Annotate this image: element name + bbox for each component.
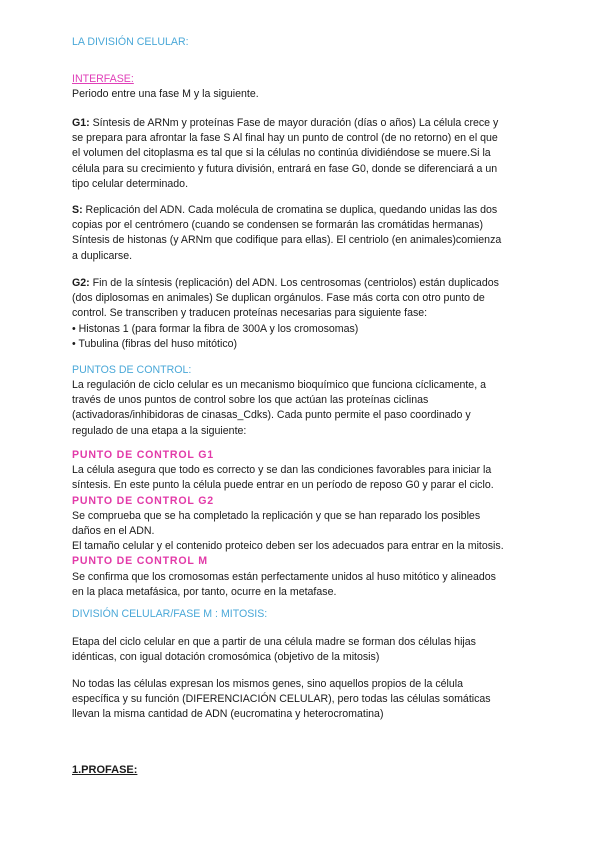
puntos-line: (activadoras/inhibidoras de cinasas_Cdks). Cada punto permite el paso coordinado y bbox=[72, 409, 471, 422]
punto-g2-line: Se comprueba que se ha completado la replicación y que se han reparado los posibles bbox=[72, 509, 481, 522]
puntos-paragraph bbox=[72, 378, 532, 439]
mitosis-line: idénticas, con igual dotación cromosómica (objetivo de la mitosis) bbox=[72, 651, 380, 664]
punto-g1-heading: PUNTO DE CONTROL G1 bbox=[72, 449, 214, 461]
mitosis-line: No todas las células expresan los mismos genes, sino aquellos propios de la célula bbox=[72, 678, 464, 690]
g2-label: G2: bbox=[72, 277, 90, 289]
punto-g2-line: daños en el ADN. bbox=[72, 525, 155, 538]
punto-g1-line: síntesis. En este punto la célula puede entrar en un período de reposo G0 y parar el ciclo. bbox=[72, 479, 494, 492]
s-line: copias por el centrómero (cuando se condensen se formarán las cromátidas hermanas) bbox=[72, 219, 484, 232]
mitosis-line: llevan la misma cantidad de ADN (eucromatina y heterocromatina) bbox=[72, 708, 384, 721]
g2-bullet: • Tubulina (fibras del huso mitótico) bbox=[72, 337, 238, 350]
g1-line: se prepara para afrontar la fase S Al final hay un punto de control (de no retorno) en el que bbox=[72, 132, 498, 145]
g1-label: G1: bbox=[72, 117, 90, 129]
mitosis-heading: DIVISIÓN CELULAR/FASE M : MITOSIS: bbox=[72, 608, 268, 620]
g2-line: control. Se transcriben y traducen proteínas necesarias para siguiente fase: bbox=[72, 307, 428, 320]
s-line: Replicación del ADN. Cada molécula de cromatina se duplica, quedando unidas las dos bbox=[82, 204, 498, 216]
punto-m-line: Se confirma que los cromosomas están perfectamente unidos al huso mitótico y alineados bbox=[72, 570, 496, 583]
profase-heading: 1.PROFASE: bbox=[72, 764, 138, 776]
puntos-line: través de unos puntos de control sobre los que actúan las proteínas ciclinas bbox=[72, 394, 429, 407]
g1-line: célula para su crecimiento y futura división, entrará en fase G0, donde se diferenciará a un bbox=[72, 162, 498, 175]
mitosis-line: específica y su función (DIFERENCIACIÓN CELULAR), pero todas las células somáticas bbox=[72, 693, 491, 706]
punto-g1-section bbox=[72, 448, 532, 600]
s-line: a duplicarse. bbox=[72, 249, 133, 262]
g2-line: (dos diplosomas en animales) Se duplican orgánulos. Fase más corta con otro punto de bbox=[72, 292, 485, 305]
interfase-heading: INTERFASE: bbox=[72, 73, 134, 85]
document-title: LA DIVISIÓN CELULAR: bbox=[72, 36, 189, 48]
punto-m-heading: PUNTO DE CONTROL M bbox=[72, 555, 208, 568]
mitosis-paragraph-2 bbox=[72, 677, 532, 723]
g1-paragraph bbox=[72, 116, 532, 192]
puntos-line: regulado de una etapa a la siguiente: bbox=[72, 424, 247, 437]
puntos-heading: PUNTOS DE CONTROL: bbox=[72, 364, 192, 376]
s-line: Síntesis de histonas (y ARNm que codifique para ellas). El centriolo (en animales)comienza bbox=[72, 234, 502, 247]
punto-g1-line: La célula asegura que todo es correcto y se dan las condiciones favorables para iniciar la bbox=[72, 464, 492, 477]
g1-line: tipo celular determinado. bbox=[72, 177, 189, 190]
g1-line: el volumen del citoplasma es tal que si la células no continúa dividiéndose se muere.Si la bbox=[72, 147, 491, 160]
g2-line: Fin de la síntesis (replicación) del ADN. Los centrosomas (centriolos) están duplicados bbox=[89, 277, 499, 289]
mitosis-line: Etapa del ciclo celular en que a partir de una célula madre se forman dos células hijas bbox=[72, 636, 476, 648]
g1-line: Síntesis de ARNm y proteínas Fase de mayor duración (días o años) La célula crece y bbox=[89, 117, 499, 129]
punto-g2-line: El tamaño celular y el contenido proteico deben ser los adecuados para entrar en la mitosis. bbox=[72, 540, 504, 553]
puntos-line: La regulación de ciclo celular es un mecanismo bioquímico que funciona cíclicamente, a bbox=[72, 379, 486, 391]
punto-g2-heading: PUNTO DE CONTROL G2 bbox=[72, 494, 214, 507]
interfase-intro: Periodo entre una fase M y la siguiente. bbox=[72, 88, 259, 100]
g2-bullet: • Histonas 1 (para formar la fibra de 300A y los cromosomas) bbox=[72, 322, 359, 335]
g2-paragraph bbox=[72, 276, 532, 352]
s-label: S: bbox=[72, 204, 83, 216]
punto-m-line: en la placa metafásica, por tanto, ocurre en la metafase. bbox=[72, 585, 337, 598]
mitosis-paragraph-1 bbox=[72, 635, 532, 665]
s-paragraph bbox=[72, 203, 532, 264]
